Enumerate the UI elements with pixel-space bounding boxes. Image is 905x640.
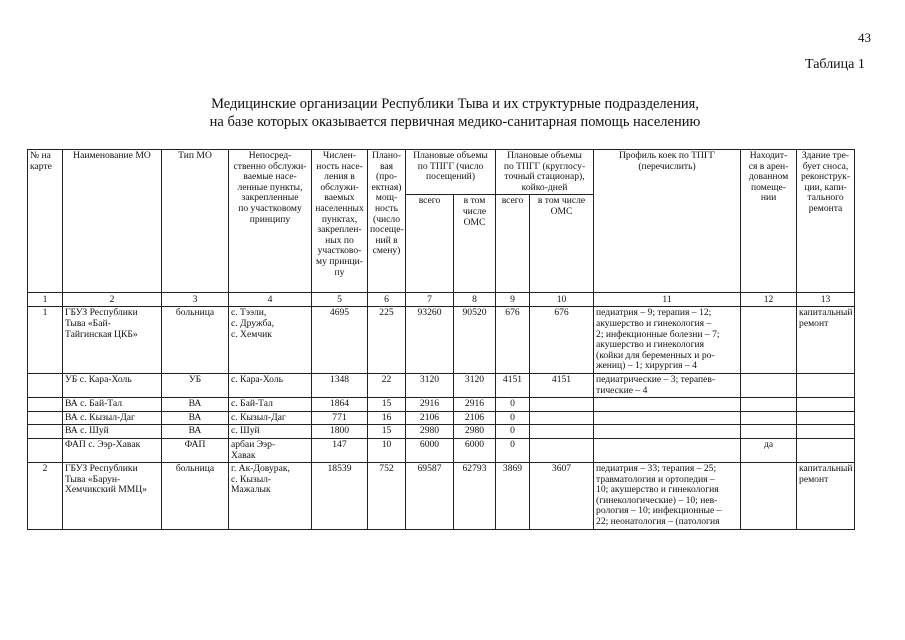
cell-visits-oms: 3120 [454,373,496,397]
cell-mo-type: больница [162,307,229,374]
cell-repair [797,411,855,425]
organizations-table [27,149,855,530]
header-group-visits: Плановые объемы по ТПГГ (число посещений) [406,150,496,195]
header-mo-type: Тип МО [162,150,229,293]
header-map-number: № на карте [28,150,63,293]
cell-mo-type: УБ [162,373,229,397]
cell-beds-total: 0 [496,425,530,439]
header-population: Числен- ность насе- ления в обслужи- ваемых населенных пунктах, закреплен- ных по участково- му принци- пу [312,150,368,293]
column-number: 2 [63,293,162,307]
cell-visits-total: 2106 [406,411,454,425]
cell-capacity: 225 [368,307,406,374]
cell-beds-oms: 3607 [530,463,594,530]
table-row [28,307,855,374]
document-title-line-2: на базе которых оказывается первичная медико-санитарная помощь населению [209,114,701,130]
header-group-beds: Плановые объемы по ТПГГ (круглосу- точный стационар), койко-дней [496,150,594,195]
cell-mo-name: ГБУЗ Республики Тыва «Барун- Хемчикский ММЦ» [63,463,162,530]
cell-map-number [28,411,63,425]
cell-beds-total: 0 [496,411,530,425]
cell-bed-profile-wrapper [594,463,741,530]
cell-mo-name: ВА с. Бай-Тал [63,398,162,412]
cell-beds-total: 0 [496,438,530,462]
cell-mo-name: УБ с. Кара-Холь [63,373,162,397]
column-number: 11 [594,293,741,307]
cell-rented [741,411,797,425]
cell-population: 1348 [312,373,368,397]
column-number: 12 [741,293,797,307]
cell-capacity: 22 [368,373,406,397]
cell-mo-name: ВА с. Кызыл-Даг [63,411,162,425]
cell-rented [741,398,797,412]
cell-map-number [28,425,63,439]
cell-visits-total: 6000 [406,438,454,462]
table-row [28,438,855,462]
cell-map-number [28,438,63,462]
cell-served-places: с. Кара-Холь [229,373,312,397]
column-number: 4 [229,293,312,307]
header-served-places: Непосред- ственно обслужи- ваемые насе- ленные пункты, закрепленные по участковому принципу [229,150,312,293]
cell-repair: капитальный ремонт [797,307,855,374]
cell-mo-type: ВА [162,411,229,425]
cell-served-places: с. Кызыл-Даг [229,411,312,425]
cell-served-places: арбаи Ээр- Хавак [229,438,312,462]
table-row [28,463,855,530]
cell-map-number [28,398,63,412]
page-number: 43 [858,30,871,45]
column-number: 3 [162,293,229,307]
cell-beds-oms [530,425,594,439]
cell-visits-oms: 2980 [454,425,496,439]
header-row [28,150,855,195]
cell-capacity: 16 [368,411,406,425]
cell-visits-total: 2980 [406,425,454,439]
header-bed-profile: Профиль коек по ТПГГ (перечислить) [594,150,741,293]
cell-population: 771 [312,411,368,425]
cell-visits-oms: 2106 [454,411,496,425]
cell-mo-type: ФАП [162,438,229,462]
cell-rented [741,373,797,397]
column-number: 1 [28,293,63,307]
cell-repair [797,425,855,439]
header-repair: Здание тре- бует сноса, реконструк- ции, капи- тального ремонта [797,150,855,293]
cell-visits-total: 2916 [406,398,454,412]
table-row [28,425,855,439]
column-number: 6 [368,293,406,307]
cell-repair: капитальный ремонт [797,463,855,530]
cell-rented [741,425,797,439]
cell-visits-oms: 90520 [454,307,496,374]
cell-capacity: 15 [368,398,406,412]
column-number: 7 [406,293,454,307]
cell-capacity: 10 [368,438,406,462]
cell-rented: да [741,438,797,462]
cell-served-places: с. Шуй [229,425,312,439]
cell-bed-profile [594,398,741,412]
document-title-line-1: Медицинские организации Республики Тыва и их структурные подразделения, [211,96,699,112]
header-capacity: Плано- вая (про- ектная) мощ- ность (число посеще- ний в смену) [368,150,406,293]
cell-mo-type: ВА [162,425,229,439]
cell-mo-type: больница [162,463,229,530]
cell-map-number [28,373,63,397]
header-mo-name: Наименование МО [63,150,162,293]
cell-visits-total: 3120 [406,373,454,397]
table-row [28,373,855,397]
cell-population: 1864 [312,398,368,412]
cell-served-places: с. Бай-Тал [229,398,312,412]
cell-beds-total: 3869 [496,463,530,530]
column-number-row [28,293,855,307]
cell-rented [741,463,797,530]
cell-beds-oms [530,438,594,462]
column-number: 5 [312,293,368,307]
cell-served-places: г. Ак-Довурак, с. Кызыл- Мажалык [229,463,312,530]
cell-capacity: 752 [368,463,406,530]
cell-visits-total: 69587 [406,463,454,530]
cell-visits-total: 93260 [406,307,454,374]
cell-beds-oms [530,411,594,425]
cell-bed-profile [594,411,741,425]
cell-bed-profile: педиатрия – 33; терапия – 25; травматология и ортопедия – 10; акушерство и гинекология (гинекологические) – 10; нев- рология – 10; инфекционные – 22; неонатология – (патология [596,464,722,528]
cell-repair [797,373,855,397]
cell-visits-oms: 62793 [454,463,496,530]
cell-mo-name: ВА с. Шуй [63,425,162,439]
cell-capacity: 15 [368,425,406,439]
cell-repair [797,438,855,462]
cell-population: 4695 [312,307,368,374]
subheader-visits-total: всего [406,195,454,293]
column-number: 9 [496,293,530,307]
cell-beds-oms: 676 [530,307,594,374]
subheader-beds-total: всего [496,195,530,293]
cell-mo-type: ВА [162,398,229,412]
cell-visits-oms: 2916 [454,398,496,412]
cell-rented [741,307,797,374]
cell-mo-name: ФАП с. Ээр-Хавак [63,438,162,462]
cell-beds-oms [530,398,594,412]
cell-bed-profile [594,425,741,439]
cell-map-number: 2 [28,463,63,530]
table-label: Таблица 1 [805,57,865,72]
subheader-beds-oms: в том числе ОМС [530,195,594,293]
cell-mo-name: ГБУЗ Республики Тыва «Бай- Тайгинская ЦКБ» [63,307,162,374]
header-rented: Находит- ся в арен- дованном помеще- нии [741,150,797,293]
cell-served-places: с. Тээли, с. Дружба, с. Хемчик [229,307,312,374]
cell-beds-total: 0 [496,398,530,412]
table-row [28,411,855,425]
column-number: 13 [797,293,855,307]
cell-population: 147 [312,438,368,462]
subheader-visits-oms: в том числе ОМС [454,195,496,293]
cell-beds-total: 676 [496,307,530,374]
cell-map-number: 1 [28,307,63,374]
cell-bed-profile: педиатрия – 9; терапия – 12; акушерство и гинекология – 2; инфекционные болезни – 7; акушерство и гинекология (койки для беременных и ро- жениц) – 1; хирургия – 4 [594,307,741,374]
column-number: 10 [530,293,594,307]
cell-beds-total: 4151 [496,373,530,397]
cell-beds-oms: 4151 [530,373,594,397]
cell-bed-profile: педиатрические – 3; терапев- тические – 4 [594,373,741,397]
cell-visits-oms: 6000 [454,438,496,462]
cell-repair [797,398,855,412]
table-row [28,398,855,412]
cell-bed-profile [594,438,741,462]
cell-population: 1800 [312,425,368,439]
column-number: 8 [454,293,496,307]
cell-population: 18539 [312,463,368,530]
